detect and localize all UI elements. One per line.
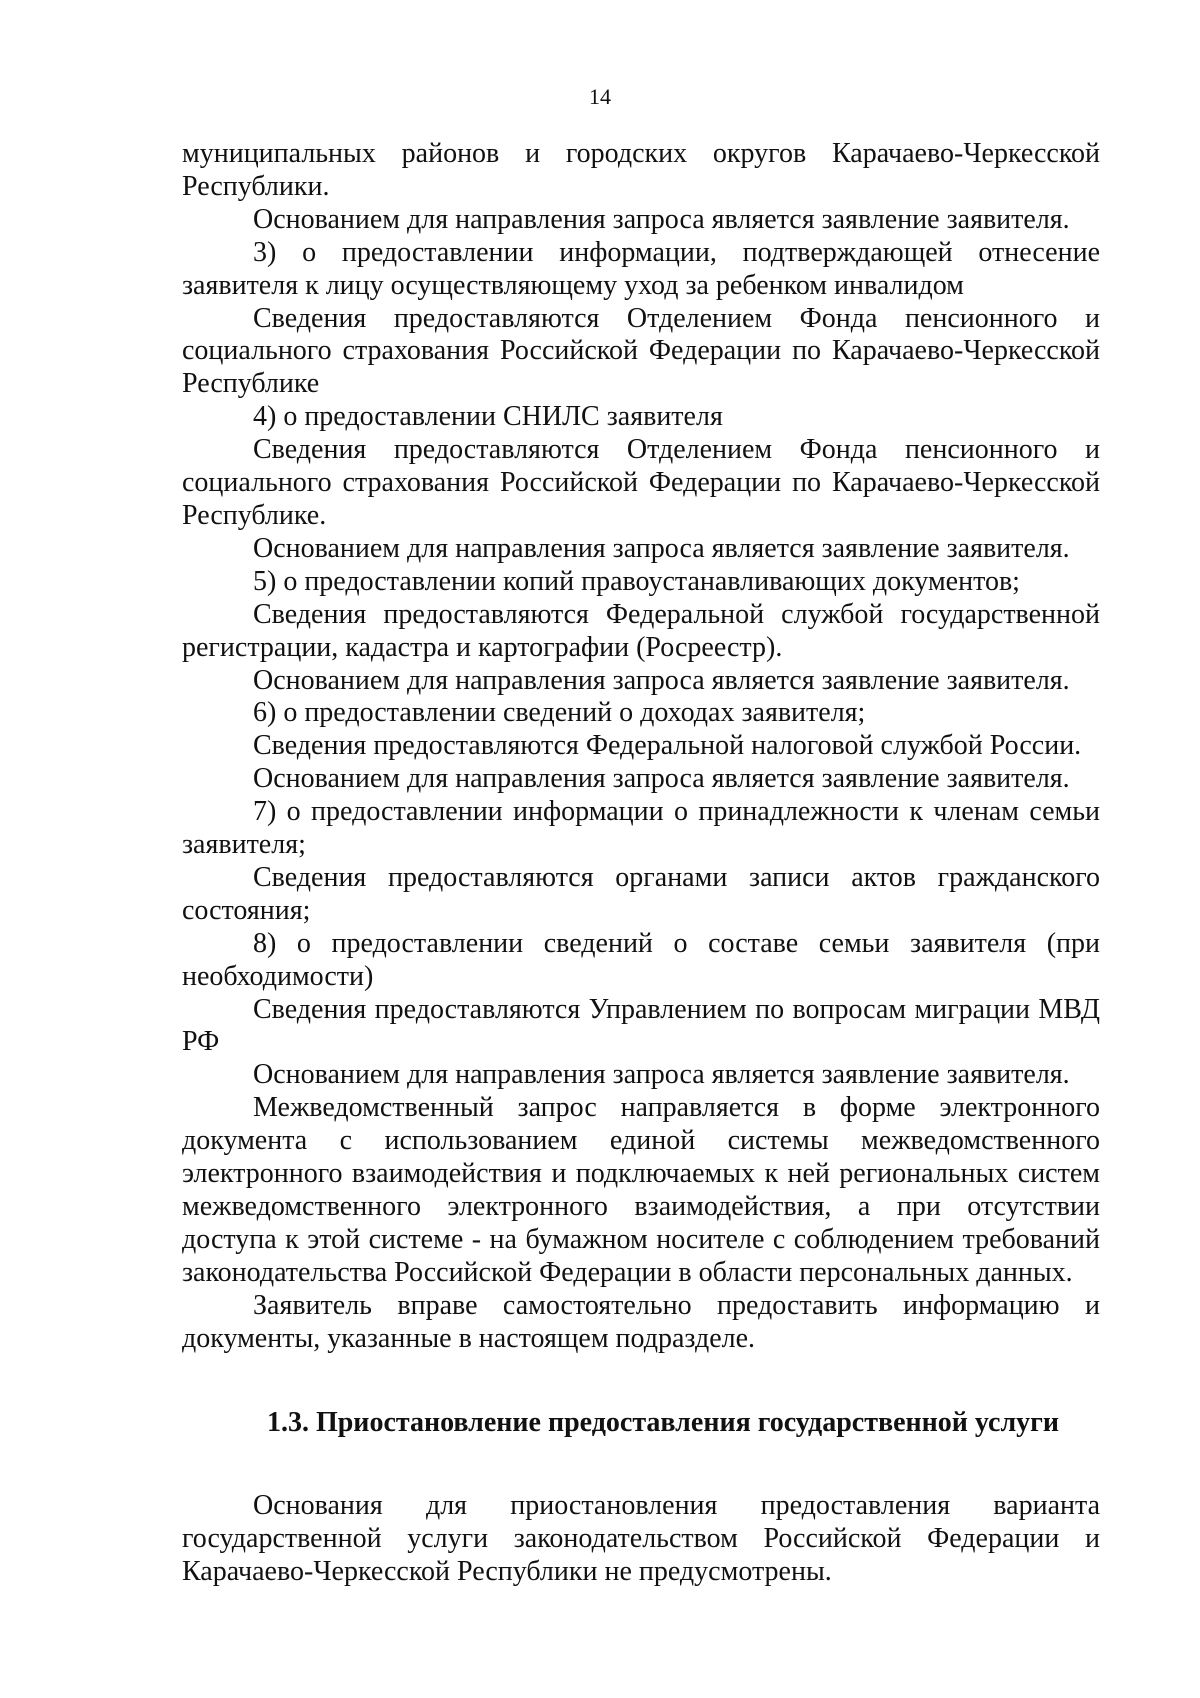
paragraph: Основанием для направления запроса является заявление заявителя. (253, 203, 1070, 235)
paragraph: Сведения предоставляются Федеральной службой государственной регистрации, кадастра и картографии (Росреестр). (182, 598, 1100, 663)
list-item-4: 4) о предоставлении СНИЛС заявителя (253, 401, 723, 433)
list-item-3: 3) о предоставлении информации, подтверждающей отнесение заявителя к лицу осуществляющему уход за ребенком инвалидом (182, 236, 1100, 301)
paragraph: Межведомственный запрос направляется в форме электронного документа с использованием единой системы межведомственного электронного взаимодействия и подключаемых к ней региональных систем межведомственного электронного взаимодействия, а при отсутствии доступа к этой системе - на бумажном носителе с соблюдением требований законодательства Российской Федерации в области персональных данных. (182, 1092, 1100, 1288)
list-item-7: 7) о предоставлении информации о принадлежности к членам семьи заявителя; (182, 796, 1100, 861)
document-body (182, 138, 1100, 1589)
list-item-5: 5) о предоставлении копий правоустанавливающих документов; (253, 565, 1020, 597)
section-heading: 1.3. Приостановление предоставления государственной услуги (266, 1406, 1060, 1438)
paragraph: Сведения предоставляются органами записи актов гражданского состояния; (182, 861, 1100, 926)
page-number: 14 (589, 84, 611, 109)
paragraph: Сведения предоставляются Отделением Фонда пенсионного и социального страхования Российской Федерации по Карачаево-Черкесской Республике (182, 302, 1100, 400)
paragraph: Основанием для направления запроса является заявление заявителя. (253, 664, 1070, 696)
section-paragraph: Основания для приостановления предоставления варианта государственной услуги законодательством Российской Федерации и Карачаево-Черкесской Республики не предусмотрены. (182, 1490, 1100, 1588)
list-item-6: 6) о предоставлении сведений о доходах заявителя; (253, 697, 866, 729)
list-item-8: 8) о предоставлении сведений о составе семьи заявителя (при необходимости) (182, 927, 1100, 992)
paragraph: Сведения предоставляются Управлением по вопросам миграции МВД РФ (182, 993, 1100, 1058)
paragraph: Заявитель вправе самостоятельно предоставить информацию и документы, указанные в настоящем подразделе. (182, 1289, 1100, 1354)
paragraph: Сведения предоставляются Отделением Фонда пенсионного и социального страхования Российской Федерации по Карачаево-Черкесской Республике. (182, 434, 1100, 531)
paragraph: муниципальных районов и городских округов Карачаево-Черкесской Республики. (182, 138, 1100, 202)
paragraph: Основанием для направления запроса является заявление заявителя. (253, 763, 1070, 795)
paragraph: Основанием для направления запроса является заявление заявителя. (253, 532, 1070, 564)
paragraph: Основанием для направления запроса является заявление заявителя. (253, 1059, 1070, 1091)
paragraph: Сведения предоставляются Федеральной налоговой службой России. (253, 730, 1082, 762)
